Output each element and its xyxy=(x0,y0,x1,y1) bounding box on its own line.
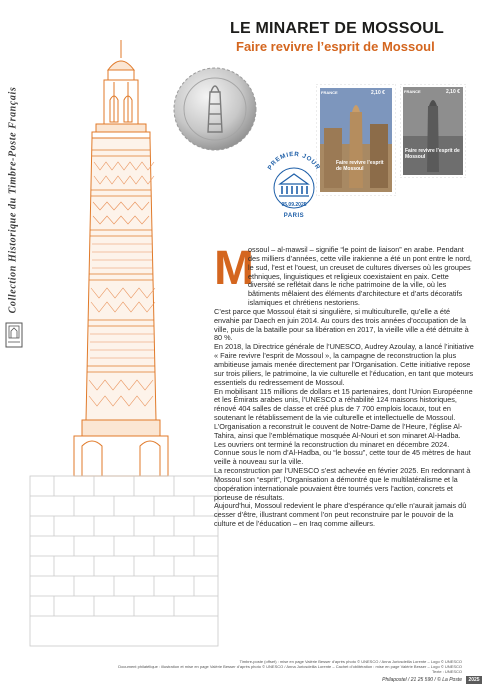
stamp-gray xyxy=(400,84,466,178)
paragraph-3: En 2018, la Directrice générale de l’UNESCO, Audrey Azoulay, a lancé l’initiative « Faire revivre l’esprit de Mossoul », la campagne de reconstruction la plus ambitieuse jamais menée directement par l’Organisation. Cette initiative repose sur trois piliers, le patrimoine, la vie culturelle et l’éducation, en tant que moteurs essentiels du redressement de Mossoul. xyxy=(214,342,474,387)
year-badge: 2025 xyxy=(466,676,482,684)
footer-reference: Philapostel / 21 25 590 / © La Poste xyxy=(382,677,462,683)
paragraph-4: En mobilisant 115 millions de dollars et 15 partenaires, dont l’Union Européenne et les Émirats arabes unis, l’UNESCO a réhabilité 124 maisons historiques, rénové 404 salles de classe et créé plus de 7 700 emplois locaux, tout en soutenant le rétablissement de la vie culturelle et intellectuelle de Mossoul. xyxy=(214,386,473,423)
postmark-date: 05.09.2025 xyxy=(281,202,307,208)
collection-logo-icon xyxy=(5,322,23,348)
stamp1-value: 2,10 € xyxy=(371,90,385,96)
silver-coin-emblem xyxy=(172,66,258,152)
paragraph-7: La reconstruction par l’UNESCO s’est achevée en février 2025. En redonnant à Mossoul son “esprit”, l’Organisation a démontré que le multilatéralisme et la coopération internationale pouvaient être tournés vers l’action, concrets et porteuse de résultats. xyxy=(214,466,471,502)
stamp2-country: FRANCE xyxy=(404,89,421,94)
page-title: LE MINARET DE MOSSOUL xyxy=(230,20,444,37)
paragraph-8: Aujourd’hui, Mossoul redevient le phare d’espérance qu’elle n’aurait jamais dû cesser d’être, illustrant comment l’on peut reconstruire par le pouvoir de la culture et de l’éducation – en Iraq comme ailleurs. xyxy=(214,501,467,529)
stamp2-value: 2,10 € xyxy=(446,89,460,95)
credits xyxy=(60,659,462,674)
svg-text:PREMIER JOUR: PREMIER JOUR xyxy=(266,150,322,172)
stamp2-caption: Faire revivre l’esprit de Mossoul xyxy=(405,148,460,160)
paragraph-5: L’Organisation a reconstruit le couvent de Notre-Dame de l’Heure, l’église Al-Tahira, ainsi que l’emblématique mosquée Al-Nouri et son minaret Al-Hadba. xyxy=(214,421,463,440)
credit-line-2: Document philatélique : illustration et mise en page Valérie Besser d’après photo © UNESCO / Anna Juricsdeilla Lorente – Cachet d’oblitération : mise en page Valérie Besser – Logo © UNESCO xyxy=(118,664,462,669)
stamp1-country: FRANCE xyxy=(321,90,338,95)
credit-line-1: Timbre-poste (offset) : mise en page Valérie Besser d’après photo © UNESCO / Anna Juricsdeilla Lorente – Logo © UNESCO xyxy=(239,659,462,664)
article-body xyxy=(214,242,476,529)
stamp1-caption: Faire revivre l’esprit de Mossoul xyxy=(336,160,384,172)
paragraph-1: ossoul – al-mawsil – signifie “le point de liaison” en arabe. Pendant des milliers d’années, cette ville irakienne a été un pont entre le nord, le sud, l’est et l’ouest, un creuset de cultures diverses où les groupes ethniques, linguistiques et religieux coexistaient en paix. Cette diversité se reflétait dans le riche patrimoine de la ville, où les bâtiments mêlaient des éléments d’architecture et d’arts décoratifs islamiques et chrétiens nestoriens. xyxy=(248,245,472,308)
collection-side-title: Collection Historique du Timbre-Poste Français xyxy=(7,86,19,314)
dropcap-letter: M xyxy=(214,242,254,295)
paragraph-6: Les ouvriers ont terminé la reconstruction du minaret en décembre 2024. Connue sous le nom d’Al-Hadba, ou “le bossu”, cette tour de 45 mètres de haut veille à nouveau sur la ville. xyxy=(214,439,471,467)
postmark-place: PARIS xyxy=(283,213,305,219)
page-subtitle: Faire revivre l’esprit de Mossoul xyxy=(236,39,435,54)
paragraph-2: C’est parce que Mossoul était si singulière, si multiculturelle, qu’elle a été envahie par Daech en juin 2014. Au cours des trois années d’occupation de la ville, puis de la bataille pour sa libération en 2017, la vieille ville a été détruite à 80 %. xyxy=(214,306,469,343)
credit-line-3: Texte : UNESCO xyxy=(431,669,462,674)
